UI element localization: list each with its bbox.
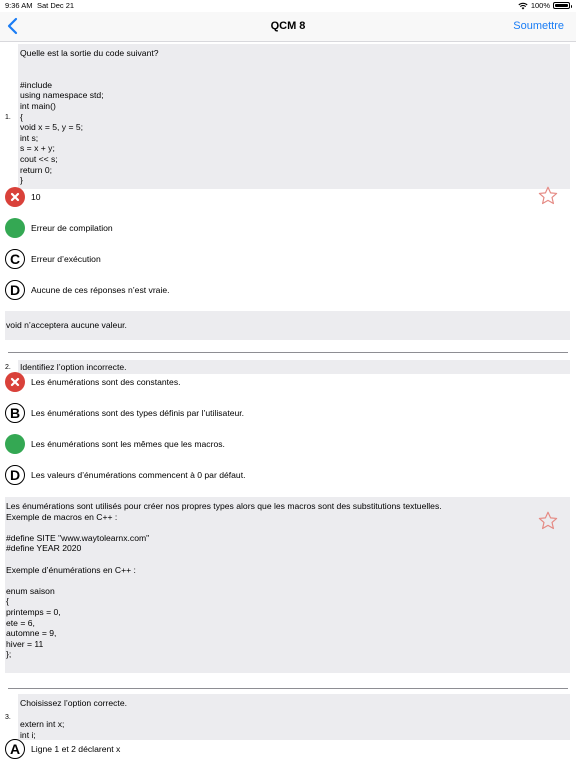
answer-2a-text: Les énumérations sont des constantes. [31,377,181,387]
page-title: QCM 8 [270,20,306,32]
submit-button[interactable]: Soumettre [513,20,564,32]
star-outline-icon[interactable] [537,185,559,207]
answer-2b-text: Les énumérations sont des types définis par l’utilisateur. [31,408,245,418]
answer-3a-badge: A [5,739,25,759]
answer-3a[interactable] [5,738,120,760]
answer-2b-badge: B [5,403,25,423]
correct-answer-indicator [5,434,25,454]
answer-1a[interactable] [5,186,41,208]
explanation-1: void n’acceptera aucune valeur. [5,311,570,340]
answer-1d-text: Aucune de ces réponses n’est vraie. [31,285,170,295]
divider [8,688,568,689]
answer-1d[interactable] [5,279,170,301]
answer-1b-text: Erreur de compilation [31,223,113,233]
question-1-text: Quelle est la sortie du code suivant? #include using namespace std; int main() { void x = 5, y = 5; int s; s = x + y; cout << s; return 0; } [18,44,570,189]
answer-1b[interactable] [5,217,113,239]
answer-2a[interactable] [5,371,181,393]
question-2-text: Identifiez l’option incorrecte. [18,360,570,374]
answer-2d-text: Les valeurs d’énumérations commencent à 0 par défaut. [31,470,246,480]
answer-2d-badge: D [5,465,25,485]
answer-2d[interactable] [5,464,246,486]
status-right [518,1,570,10]
battery-percent: 100% [530,1,550,10]
answer-1c-text: Erreur d’exécution [31,254,101,264]
status-date: Sat Dec 21 [37,1,75,10]
question-3-text: Choisissez l’option correcte. extern int x; int i; [18,694,570,740]
answer-1c[interactable] [5,248,101,270]
explanation-2: Les énumérations sont utilisés pour créer nos propres types alors que les macros sont des substitutions textuelles. Exemple de macros en C++ : #define SITE "www.waytolearnx.com" #define YEAR 2020 Exemple d’énumérations en C++ : enum saison { printemps = 0, ete = 6, automne = 9, hiver = 11 }; [5,497,570,673]
nav-bar [0,12,576,42]
wifi-icon [518,2,528,10]
answer-1a-text: 10 [31,192,41,202]
question-1-number: 1. [5,114,11,121]
question-3-number: 3. [5,714,11,721]
answer-1c-badge: C [5,249,25,269]
answer-1d-badge: D [5,280,25,300]
star-outline-icon[interactable] [537,510,559,532]
divider [8,352,568,353]
x-circle-icon [5,187,25,207]
answer-2c[interactable] [5,433,225,455]
correct-answer-indicator [5,218,25,238]
question-2-number: 2. [5,364,11,371]
answer-3a-text: Ligne 1 et 2 déclarent x [31,744,121,754]
status-time: 9:36 AM [5,1,33,10]
answer-2c-text: Les énumérations sont les mêmes que les macros. [31,439,225,449]
status-bar [0,0,576,12]
battery-icon [553,2,570,9]
answer-2b[interactable] [5,402,244,424]
x-circle-icon [5,372,25,392]
